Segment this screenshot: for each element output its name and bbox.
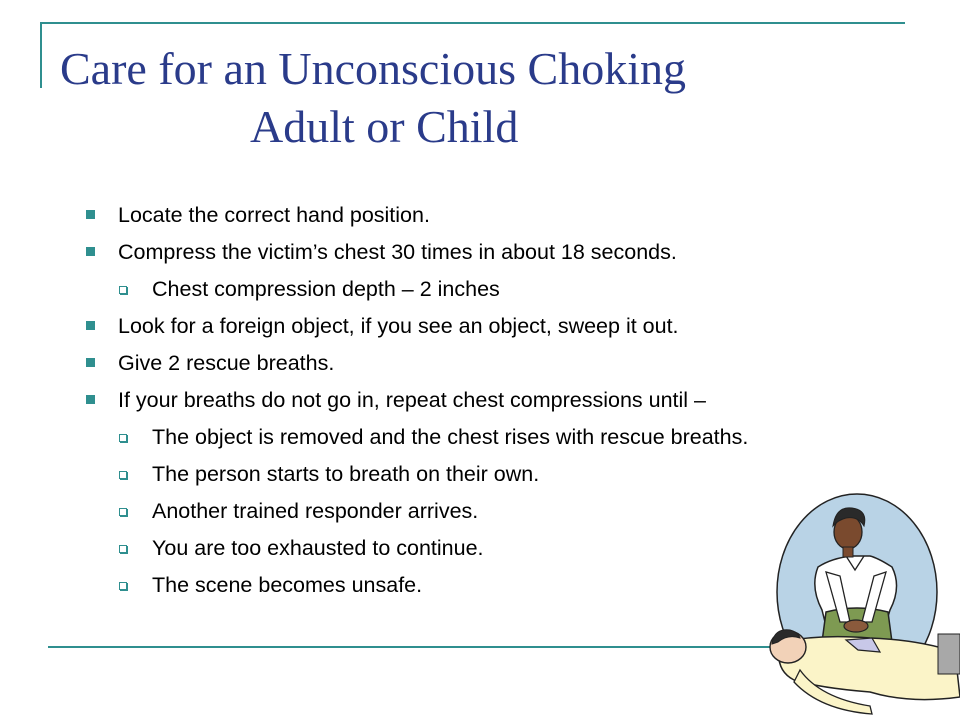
sub-bullet-item: Chest compression depth – 2 inches — [0, 271, 960, 308]
title-line-1: Care for an Unconscious Choking — [60, 43, 686, 94]
sub-bullet-item: Another trained responder arrives. — [0, 493, 960, 530]
title-line-2: Adult or Child — [250, 101, 519, 152]
sub-bullet-item: The person starts to breath on their own. — [0, 456, 960, 493]
square-bullet-icon — [86, 247, 95, 256]
box-bullet-icon — [119, 471, 127, 479]
bullet-item: Look for a foreign object, if you see an object, sweep it out. — [0, 308, 960, 345]
bullet-item: If your breaths do not go in, repeat chest compressions until – — [0, 382, 960, 419]
slide-title — [60, 40, 880, 156]
box-bullet-icon — [119, 582, 127, 590]
box-bullet-icon — [119, 545, 127, 553]
square-bullet-icon — [86, 358, 95, 367]
sub-bullet-item: The object is removed and the chest rises with rescue breaths. — [0, 419, 960, 456]
sub-bullet-item: You are too exhausted to continue. — [0, 530, 960, 567]
box-bullet-icon — [119, 286, 127, 294]
bullet-item: Give 2 rescue breaths. — [0, 345, 960, 382]
square-bullet-icon — [86, 210, 95, 219]
left-rule — [40, 22, 42, 88]
cpr-illustration — [760, 492, 960, 720]
bullet-item: Compress the victim’s chest 30 times in about 18 seconds. — [0, 234, 960, 271]
box-bullet-icon — [119, 508, 127, 516]
top-rule — [40, 22, 905, 24]
box-bullet-icon — [119, 434, 127, 442]
square-bullet-icon — [86, 321, 95, 330]
sub-bullet-item: The scene becomes unsafe. — [0, 567, 960, 604]
square-bullet-icon — [86, 395, 95, 404]
bullet-item: Locate the correct hand position. — [0, 197, 960, 234]
